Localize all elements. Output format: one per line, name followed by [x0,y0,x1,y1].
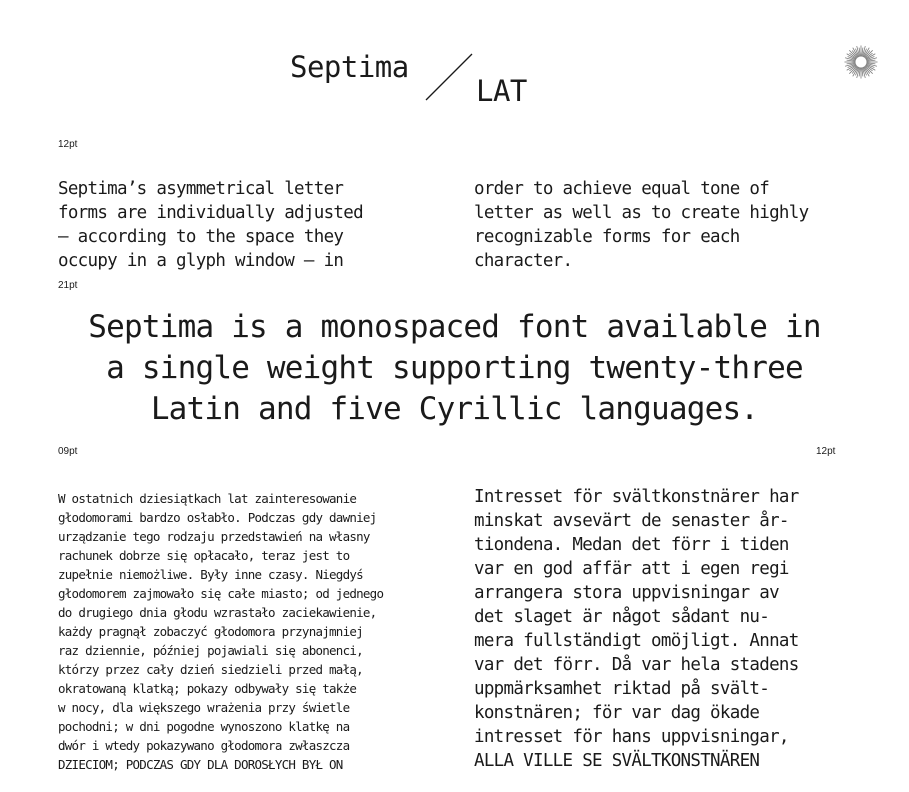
text-line: głodomorami bardzo osłabło. Podczas gdy dawniej [58,510,377,525]
text-line: uppmärksamhet riktad på svält- [474,679,770,699]
text-line: var en god affär att i egen regi [474,559,789,579]
text-line: tiondena. Medan det förr i tiden [474,535,789,555]
text-line: każdy pragnął zobaczyć głodomora przynajmniej [58,624,363,639]
text-line: zupełnie niemożliwe. Były inne czasy. Niegdyś [58,567,363,582]
page-subtitle: LAT [476,74,527,108]
intro-column-left [58,177,438,273]
headline-line: Latin and five Cyrillic languages. [150,391,759,427]
text-line: głodomorem zajmowało się całe miasto; od jednego [58,586,384,601]
polish-sample [58,489,438,774]
text-line: Septima’s asymmetrical letter [58,179,344,199]
sunburst-icon [843,44,879,80]
headline-line: a single weight supporting twenty-three [106,350,803,386]
headline-line: Septima is a monospaced font available in [88,309,821,345]
swedish-sample [474,485,844,773]
text-line: minskat avsevärt de senaster år- [474,511,789,531]
text-line: det slaget är något sådant nu- [474,607,770,627]
size-label-12pt-right: 12pt [816,446,836,457]
text-line: order to achieve equal tone of [474,179,770,199]
text-line: letter as well as to create highly [474,203,809,223]
size-label-12pt: 12pt [58,139,78,150]
text-line: var det förr. Då var hela stadens [474,655,799,675]
text-line: ALLA VILLE SE SVÄLTKONSTNÄREN [474,751,760,771]
text-line: occupy in a glyph window – in [58,251,344,271]
text-line: którzy przez cały dzień siedzieli przed małą, [58,662,363,677]
text-line: dwór i wtedy pokazywano głodomora zwłaszcza [58,738,350,753]
text-line: – according to the space they [58,227,344,247]
intro-column-right [474,177,854,273]
text-line: do drugiego dnia głodu wzrastało zaciekawienie, [58,605,377,620]
text-line: W ostatnich dziesiątkach lat zainteresowanie [58,491,357,506]
slash-divider [424,52,476,102]
text-line: pochodni; w dni pogodne wynoszono klatkę na [58,719,350,734]
text-line: arrangera stora uppvisningar av [474,583,779,603]
text-line: urządzanie tego rodzaju przedstawień na własny [58,529,370,544]
text-line: okratowaną klatką; pokazy odbywały się także [58,681,357,696]
text-line: forms are individually adjusted [58,203,363,223]
text-line: mera fullständigt omöjligt. Annat [474,631,799,651]
page-title: Septima [290,50,409,84]
size-label-21pt: 21pt [58,280,78,291]
size-label-09pt: 09pt [58,446,78,457]
text-line: recognizable forms for each [474,227,740,247]
text-line: DZIECIOM; PODCZAS GDY DLA DOROSŁYCH BYŁ ON [58,757,343,772]
text-line: Intresset för svältkonstnärer har [474,487,799,507]
text-line: rachunek dobrze się opłacało, teraz jest to [58,548,350,563]
text-line: w nocy, dla większego wrażenia przy świetle [58,700,350,715]
headline-sample [30,307,879,430]
text-line: character. [474,251,573,271]
text-line: konstnären; för var dag ökade [474,703,760,723]
text-line: intresset för hans uppvisningar, [474,727,789,747]
text-line: raz dziennie, później pojawiali się abonenci, [58,643,363,658]
